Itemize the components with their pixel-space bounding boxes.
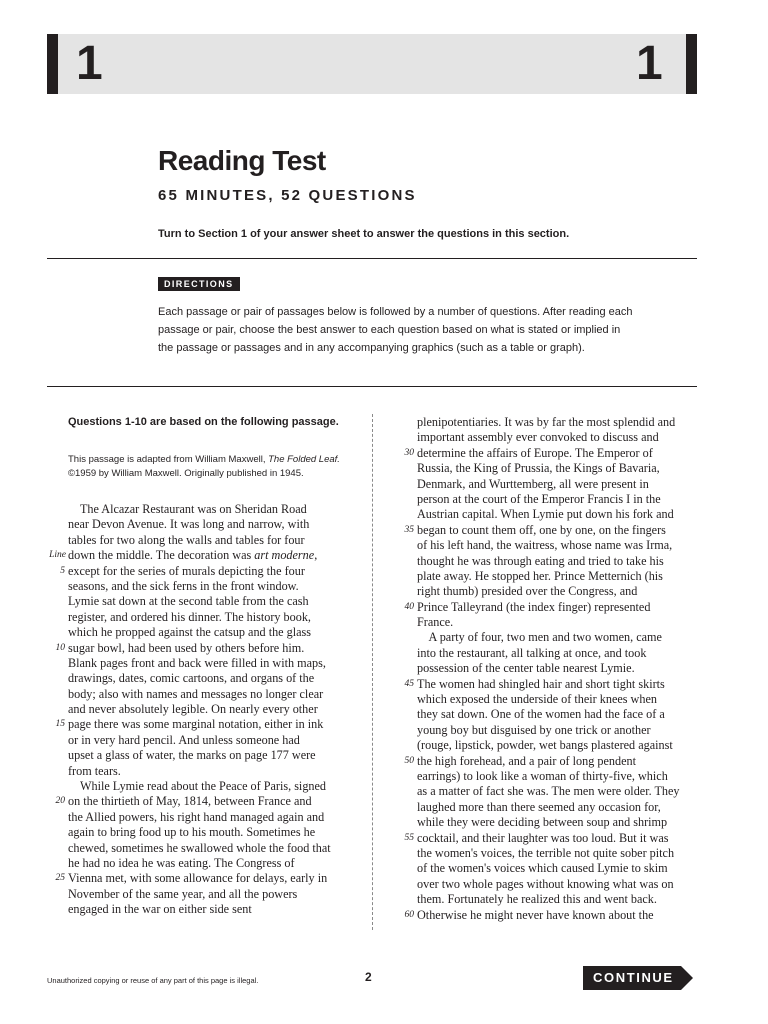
line-text: chewed, sometimes he swallowed whole the food that [68,840,331,855]
attribution-suffix: ©1959 by William Maxwell. Originally published in 1945. [68,468,304,479]
line-number: 40 [404,601,414,612]
passage-line [404,676,707,692]
passage-line [55,717,358,732]
passage-line [417,477,707,492]
directions-label: DIRECTIONS [158,277,240,291]
passage-line [68,610,358,625]
line-text: , [314,548,318,563]
passage-line [68,502,358,517]
passage-line [417,507,707,522]
section-header-band [47,34,697,94]
line-text: and never absolutely legible. On nearly every other [68,702,318,717]
passage-line [417,554,707,569]
passage-line [417,461,707,476]
passage-line [417,492,707,507]
attribution-prefix: This passage is adapted from William Maxwell, [68,454,269,465]
line-text: possession of the center table nearest Lymie. [417,661,635,676]
line-text: A party of four, two men and two women, came [417,630,662,645]
passage-line [404,753,707,769]
line-number: 20 [55,796,65,807]
line-number: 30 [404,447,414,458]
passage-line [68,810,358,825]
line-number: 10 [55,642,65,653]
line-number: 35 [404,524,414,535]
passage-line [417,738,707,753]
passage-line [68,764,358,779]
line-text: person at the court of the Emperor Francis I in the [417,491,661,506]
passage-line [417,661,707,676]
line-text: while they were deciding between soup and shrimp [417,815,668,830]
passage-line [49,548,358,563]
passage-line [55,871,358,886]
line-text: tables for two along the walls and tables for four [68,532,305,547]
continue-button[interactable] [583,965,695,991]
line-text: down the middle. The decoration was [68,548,255,563]
passage-line [68,825,358,840]
line-number: 15 [55,719,65,730]
line-text: (rouge, lipstick, powder, wet bangs plastered against [417,738,673,753]
copyright-notice: Unauthorized copying or reuse of any part of this page is illegal. [47,976,259,985]
passage-line [417,692,707,707]
line-number: 60 [404,909,414,920]
passage-line [404,830,707,846]
answer-sheet-instruction: Turn to Section 1 of your answer sheet to answer the questions in this section. [158,228,570,240]
line-text: Blank pages front and back were filled in with maps, [68,655,326,670]
line-text: Vienna met, with some allowance for delays, early in [68,871,328,886]
passage-line [417,415,707,430]
line-text: into the restaurant, all talking at once, and took [417,645,647,660]
line-text: as a matter of fact she was. The men were older. They [417,784,680,799]
line-number: 45 [404,678,414,689]
line-text: of his left hand, the waitress, whose name was Irma, [417,538,673,553]
passage-line [60,563,358,579]
line-text: on the thirtieth of May, 1814, between France and [68,794,312,809]
passage-column-right [404,415,707,923]
line-text: or in very hard pencil. And unless someone had [68,732,300,747]
passage-line [68,625,358,640]
line-text: the Allied powers, his right hand managed again and [68,809,325,824]
passage-line [417,861,707,876]
line-text: earrings) to look like a woman of thirty-five, which [417,768,668,783]
line-text: Denmark, and Wurttemberg, all were present in [417,476,649,491]
line-text: upset a glass of water, the marks on page 177 were [68,748,316,763]
line-text: plate away. He stopped her. Prince Metternich (his [417,568,663,583]
passage-line [417,584,707,599]
line-text: began to count them off, one by one, on the fingers [417,522,666,537]
attribution-book-title: The Folded Leaf. [268,454,340,465]
line-text: Austrian capital. When Lymie put down his fork and [417,507,674,522]
passage-line [417,630,707,645]
line-text: register, and ordered his dinner. The history book, [68,609,311,624]
passage-line [68,594,358,609]
line-text: Prince Talleyrand (the index finger) represented [417,599,651,614]
line-text: engaged in the war on either side sent [68,902,252,917]
line-text: November of the same year, and all the powers [68,886,298,901]
passage-line [68,702,358,717]
passage-line [417,769,707,784]
passage-line [55,640,358,656]
line-text: them. Fortunately he realized this and went back. [417,892,657,907]
line-text: body; also with names and messages no longer clear [68,686,324,701]
line-text: thought he was through eating and tried to take his [417,553,664,568]
line-text: he had no idea he was eating. The Congress of [68,855,295,870]
passage-line [404,522,707,538]
line-text: sugar bowl, had been used by others before him. [68,640,305,655]
passage-line [68,887,358,902]
section-number-right: 1 [636,37,663,90]
line-text: again to bring food up to his mouth. Sometimes he [68,825,316,840]
passage-column-left [49,502,358,918]
passage-line [68,733,358,748]
passage-line [68,517,358,532]
passage-line [417,784,707,799]
passage-line [68,902,358,917]
passage-line [68,856,358,871]
line-text: plenipotentiaries. It was by far the most splendid and [417,415,676,429]
line-number: 25 [55,873,65,884]
line-text: the women's voices, the terrible not quite sober pitch [417,845,675,860]
directions-text: Each passage or pair of passages below is followed by a number of questions. After reading each passage or pair, choose the best answer to each question based on what is stated or implied in the passage or passages and in any accompanying graphics (such as a table or graph). [158,306,633,354]
column-divider [372,414,373,930]
test-title: Reading Test [158,145,326,176]
line-text: near Devon Avenue. It was long and narrow, with [68,517,310,532]
passage-line [404,907,707,923]
passage-line [68,687,358,702]
passage-line [68,579,358,594]
continue-label: CONTINUE [593,970,674,985]
passage-line [417,815,707,830]
line-text: of the women's voices which caused Lymie to skim [417,861,668,876]
line-text: The women had shingled hair and short tight skirts [417,676,665,691]
passage-line [417,892,707,907]
line-number: 5 [60,565,65,576]
test-subtitle: 65 MINUTES, 52 QUESTIONS [158,187,417,204]
passage-line [404,445,707,461]
line-text: determine the affairs of Europe. The Emperor of [417,445,653,460]
line-text: the high forehead, and a pair of long pendent [417,753,636,768]
page-number: 2 [365,970,372,984]
line-text: right thumb) presided over the Congress, and [417,584,638,599]
passage-line [417,615,707,630]
passage-line [417,723,707,738]
line-text: The Alcazar Restaurant was on Sheridan Road [68,502,307,516]
line-number: 50 [404,755,414,766]
line-number: 55 [404,832,414,843]
passage-line [68,671,358,686]
passage-line [417,430,707,445]
line-text: which exposed the underside of their knees when [417,692,657,707]
directions-top-rule [47,258,697,259]
line-text: While Lymie read about the Peace of Paris, signed [68,779,327,794]
line-text: cocktail, and their laughter was too loud. But it was [417,830,669,845]
questions-heading: Questions 1-10 are based on the following passage. [68,416,339,428]
line-text: drawings, dates, comic cartoons, and organs of the [68,671,315,686]
passage-line [417,538,707,553]
line-number: Line [49,550,66,561]
line-text: important assembly ever convoked to discuss and [417,430,659,445]
line-text: France. [417,615,454,630]
line-text: except for the series of murals depicting the four [68,563,305,578]
line-text: laughed more than there seemed any occasion for, [417,799,661,814]
line-text-italic: art moderne [254,548,315,563]
line-text: seasons, and the sick ferns in the front window. [68,578,299,593]
line-text: over two whole pages without knowing what was on [417,876,674,891]
passage-line [68,533,358,548]
passage-line [68,656,358,671]
line-text: which he propped against the catsup and the glass [68,625,312,640]
section-bar-left [47,34,58,94]
passage-attribution [68,453,358,481]
passage-line [55,794,358,809]
passage-line [417,846,707,861]
line-text: young boy but disguised by one trick or another [417,722,651,737]
section-number-left: 1 [76,37,103,90]
passage-line [417,707,707,722]
line-text: Otherwise he might never have known about the [417,907,654,922]
passage-line [68,779,358,794]
passage-line [404,599,707,615]
passage-line [417,800,707,815]
passage-line [417,877,707,892]
line-text: Lymie sat down at the second table from the cash [68,594,309,609]
line-text: page there was some marginal notation, either in ink [68,717,324,732]
passage-line [417,646,707,661]
line-text: Russia, the King of Prussia, the Kings of Bavaria, [417,461,660,476]
section-bar-right [686,34,697,94]
line-text: from tears. [68,763,121,778]
directions-bottom-rule [47,386,697,387]
passage-line [417,569,707,584]
passage-line [68,748,358,763]
passage-line [68,841,358,856]
line-text: they sat down. One of the women had the face of a [417,707,665,722]
